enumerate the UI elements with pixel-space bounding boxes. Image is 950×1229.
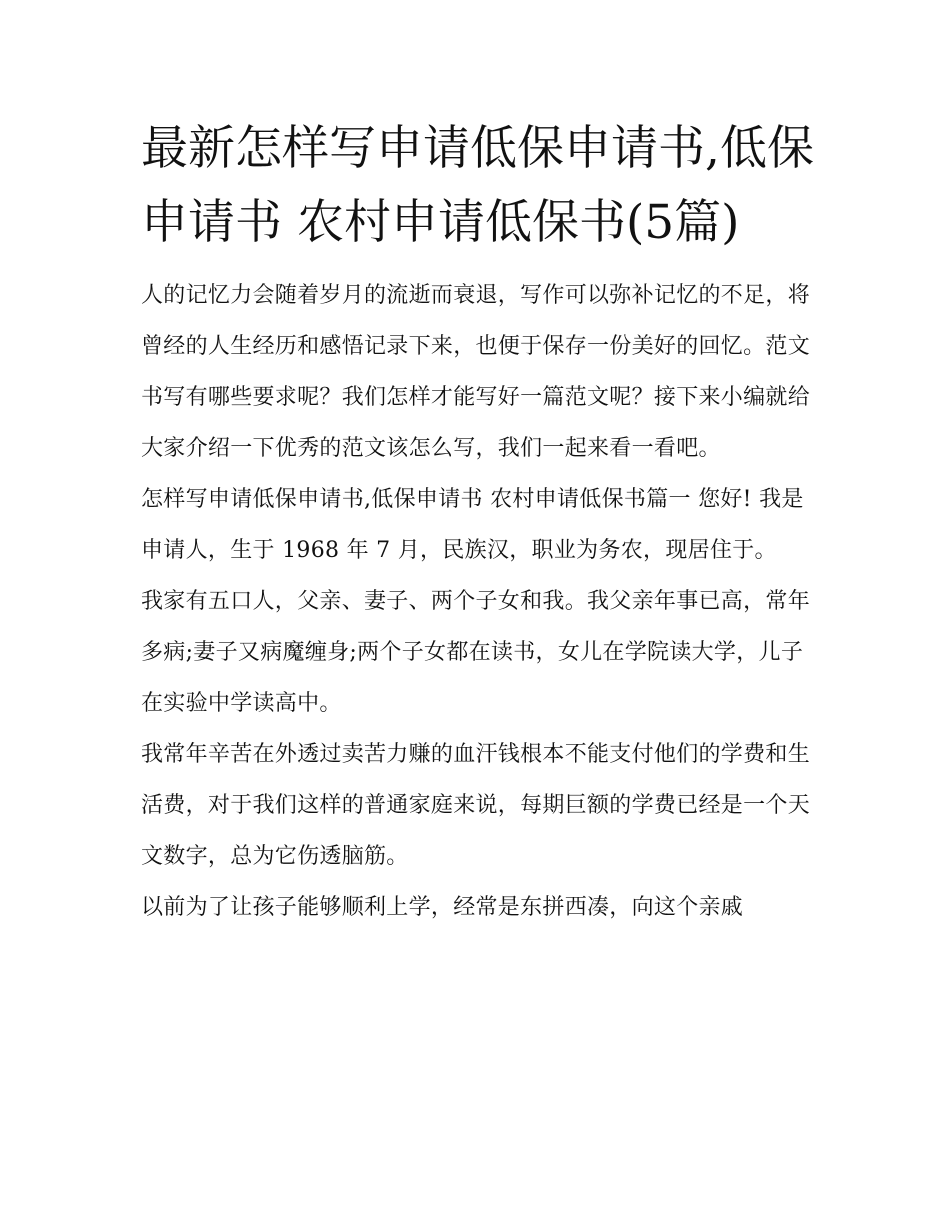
- paragraph-family: 我家有五口人，父亲、妻子、两个子女和我。我父亲年事已高，常年多病;妻子又病魔缠身;两个子女都在读书，女儿在学院读大学，儿子在实验中学读高中。: [141, 589, 811, 716]
- paragraph-hardship: 我常年辛苦在外透过卖苦力赚的血汗钱根本不能支付他们的学费和生活费，对于我们这样的普通家庭来说，每期巨额的学费已经是一个天文数字，总为它伤透脑筋。: [141, 742, 811, 869]
- paragraph-past: 以前为了让孩子能够顺利上学，经常是东拼西凑，向这个亲戚: [141, 895, 744, 920]
- document-page: [141, 112, 817, 933]
- paragraph-intro: 人的记忆力会随着岁月的流逝而衰退，写作可以弥补记忆的不足，将曾经的人生经历和感悟记录下来，也便于保存一份美好的回忆。范文书写有哪些要求呢？我们怎样才能写好一篇范文呢？接下来小编就给大家介绍一下优秀的范文该怎么写，我们一起来看一看吧。: [141, 283, 811, 461]
- paragraph-applicant: 怎样写申请低保申请书,低保申请书 农村申请低保书篇一 您好! 我是申请人，生于 1968 年 7 月，民族汉，职业为务农，现居住于。: [141, 487, 804, 563]
- document-title: 最新怎样写申请低保申请书,低保申请书 农村申请低保书(5篇): [141, 121, 814, 250]
